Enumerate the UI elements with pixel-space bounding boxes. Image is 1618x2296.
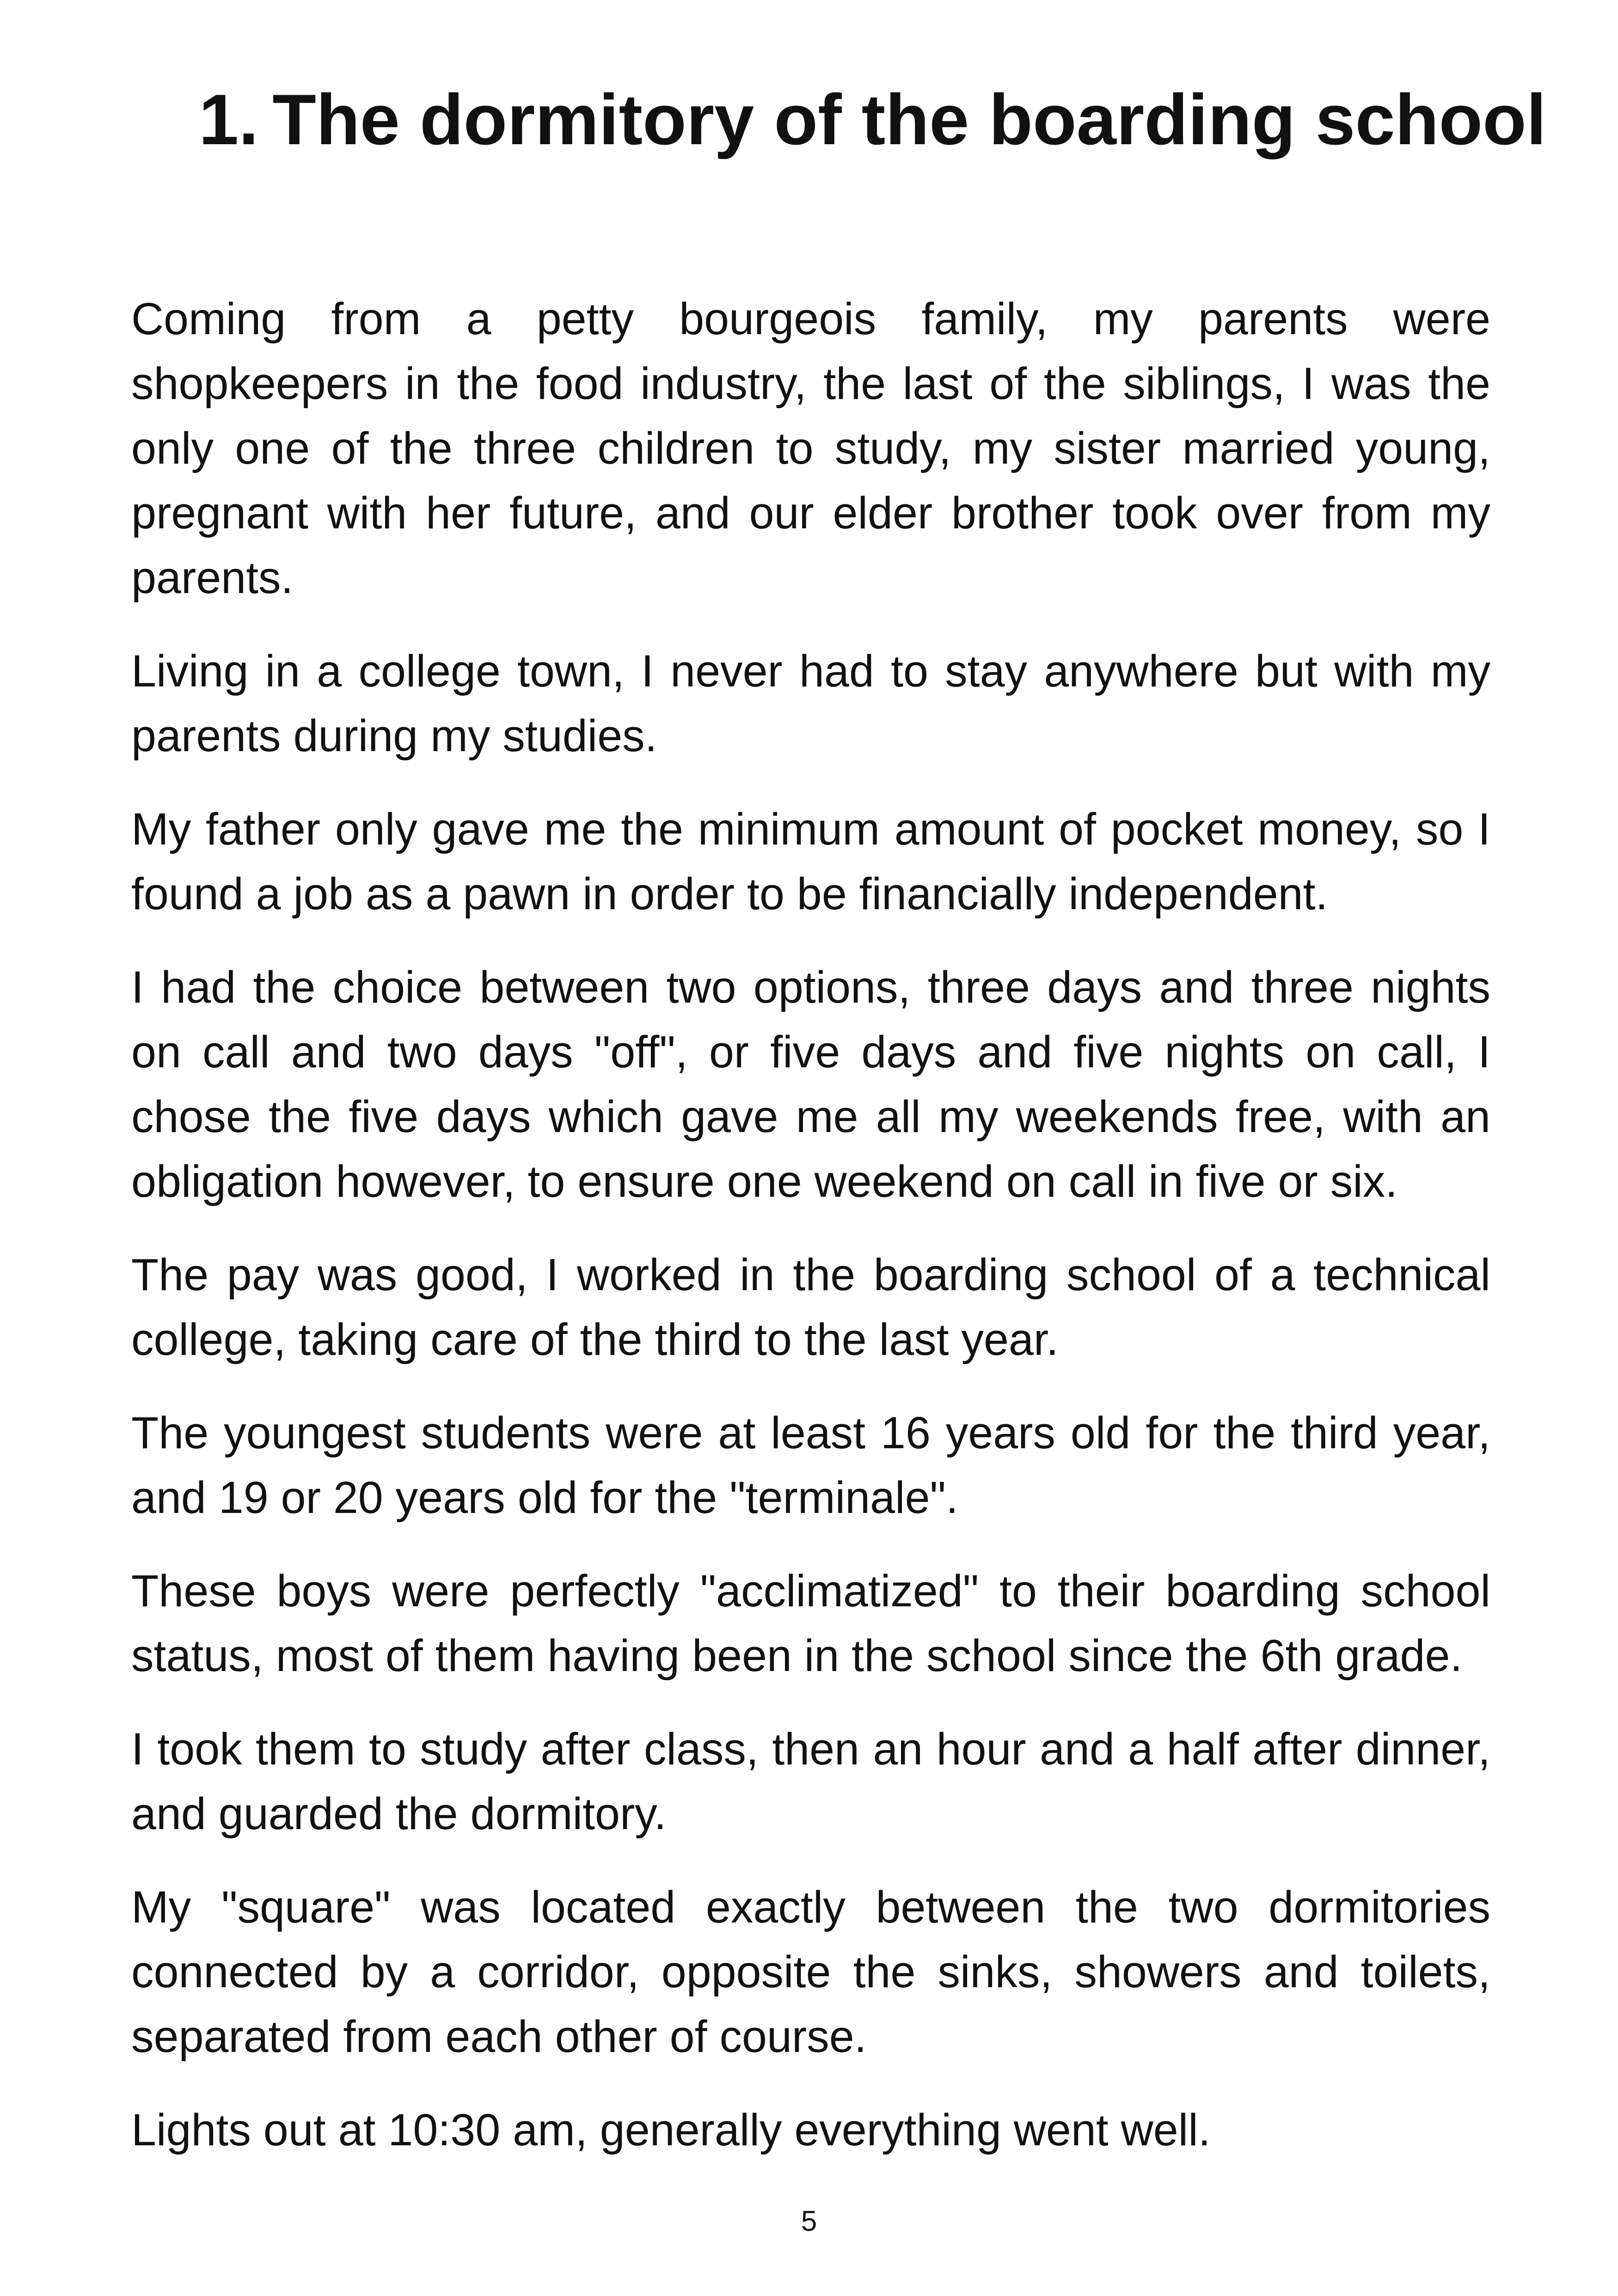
page-number: 5 [801, 2205, 817, 2237]
paragraph: Living in a college town, I never had to stay anywhere but with my parents during my studies. [131, 646, 1490, 761]
paragraph: The youngest students were at least 16 years old for the third year, and 19 or 20 years old for the "terminale". [131, 1408, 1490, 1523]
chapter-title [199, 79, 1546, 161]
paragraph: The pay was good, I worked in the boarding school of a technical college, taking care of the third to the last year. [131, 1249, 1490, 1365]
chapter-title-text: The dormitory of the boarding school [272, 80, 1546, 159]
paragraph: My father only gave me the minimum amount of pocket money, so I found a job as a pawn in order to be financially independent. [131, 804, 1490, 919]
paragraph: Lights out at 10:30 am, generally everything went well. [131, 2105, 1211, 2155]
paragraph: I took them to study after class, then an hour and a half after dinner, and guarded the dormitory. [131, 1724, 1490, 1839]
body-text [131, 287, 1490, 2191]
chapter-number: 1. [199, 80, 259, 159]
paragraph: Coming from a petty bourgeois family, my parents were shopkeepers in the food industry, the last of the siblings, I was the only one of the three children to study, my sister married young, pregnant with her future, and our elder brother took over from my parents. [131, 294, 1490, 603]
paragraph: I had the choice between two options, three days and three nights on call and two days "off", or five days and five nights on call, I chose the five days which gave me all my weekends free, with an obligation however, to ensure one weekend on call in five or six. [131, 962, 1490, 1206]
paragraph: These boys were perfectly "acclimatized" to their boarding school status, most of them having been in the school since the 6th grade. [131, 1566, 1490, 1681]
paragraph: My "square" was located exactly between the two dormitories connected by a corridor, opposite the sinks, showers and toilets, separated from each other of course. [131, 1882, 1490, 2062]
